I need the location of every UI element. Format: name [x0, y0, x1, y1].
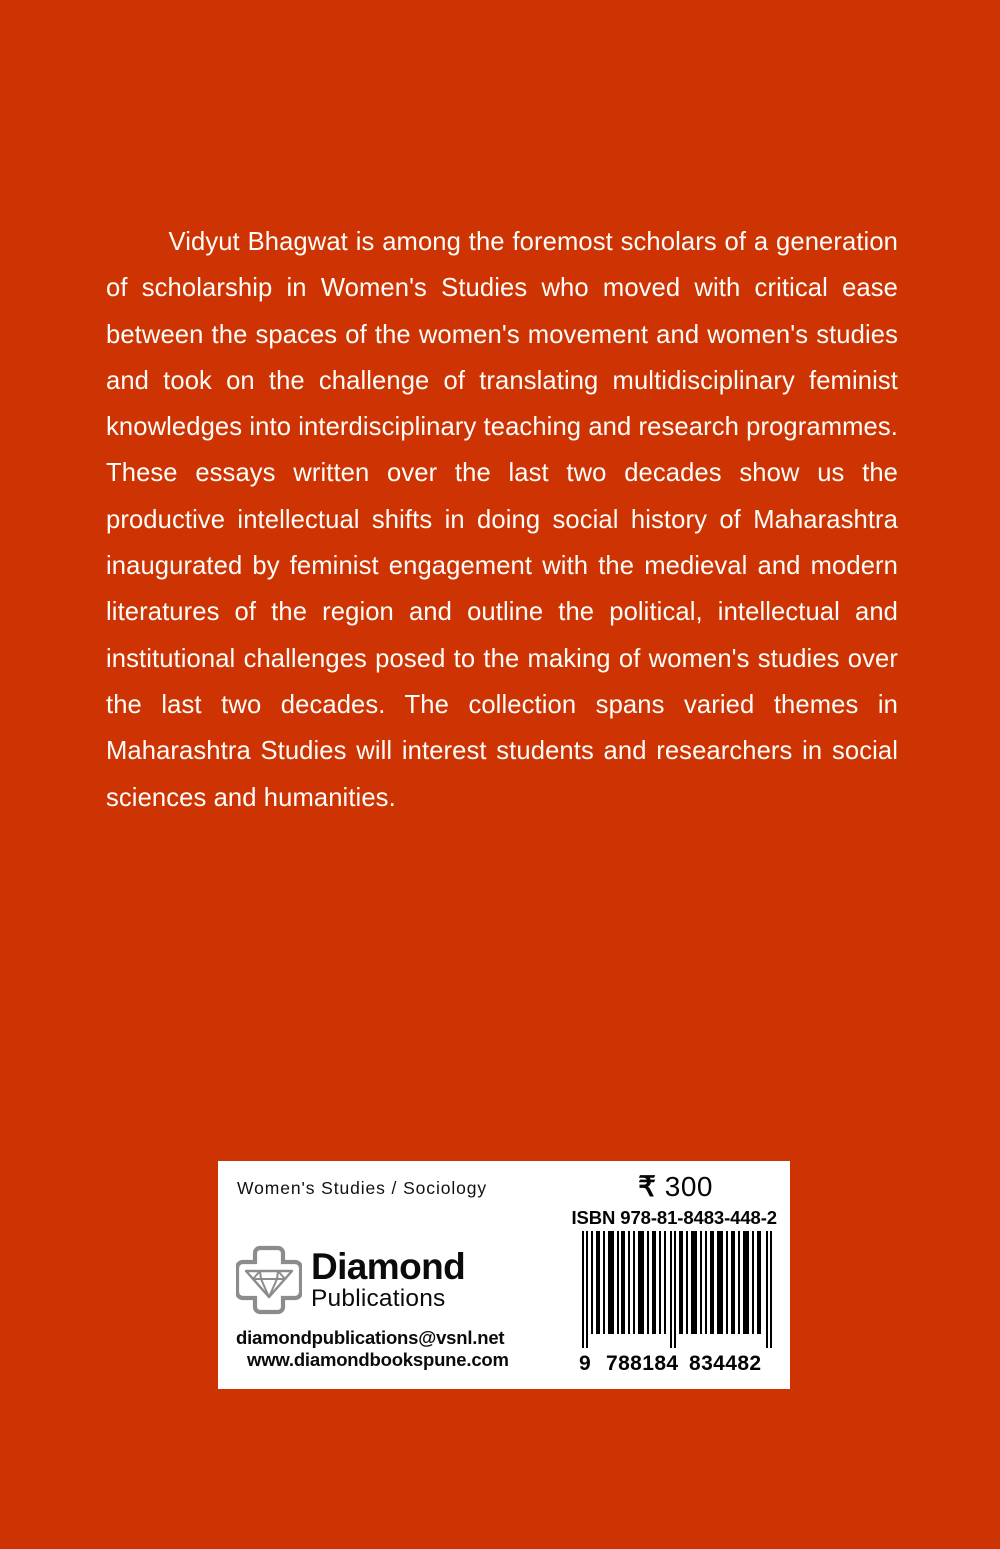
barcode-bars-icon: [579, 1231, 777, 1348]
barcode-digits-right: 834482: [689, 1352, 762, 1375]
back-cover-blurb: Vidyut Bhagwat is among the foremost scholars of a generation of scholarship in Women's Studies who moved with critical ease between the spaces of the women's movement and women's studies and took on the challenge of translating multidisciplinary feminist knowledges into interdisciplinary teaching and research programmes. These essays written over the last two decades show us the productive intellectual shifts in doing social history of Maharashtra inaugurated by feminist engagement with the medieval and modern literatures of the region and outline the political, intellectual and institutional challenges posed to the making of women's studies over the last two decades. The collection spans varied themes in Maharashtra Studies will interest students and researchers in social sciences and humanities.: [106, 228, 906, 812]
publisher-email: diamondpublications@vsnl.net: [236, 1327, 505, 1348]
price-amount: 300: [664, 1171, 713, 1202]
barcode-digits-middle: 788184: [606, 1352, 679, 1375]
book-category-label: Women's Studies / Sociology: [237, 1178, 488, 1198]
diamond-gem-in-cross-logo-icon: [236, 1245, 302, 1315]
publisher-contact: [236, 1327, 509, 1371]
publisher-name: [311, 1248, 465, 1312]
publisher-name-line2: Publications: [311, 1285, 446, 1313]
publisher-logo: [236, 1245, 465, 1315]
barcode-digits: [579, 1346, 777, 1376]
price-tag: [638, 1170, 713, 1203]
publisher-name-line1: Diamond: [311, 1246, 466, 1288]
ean-barcode: [579, 1231, 777, 1376]
publisher-website: www.diamondbookspune.com: [247, 1349, 509, 1370]
publisher-info-panel: [218, 1161, 790, 1389]
barcode-digit-left: 9: [579, 1352, 592, 1375]
isbn-number: ISBN 978-81-8483-448-2: [571, 1207, 777, 1228]
rupee-symbol-icon: ₹: [638, 1171, 657, 1202]
